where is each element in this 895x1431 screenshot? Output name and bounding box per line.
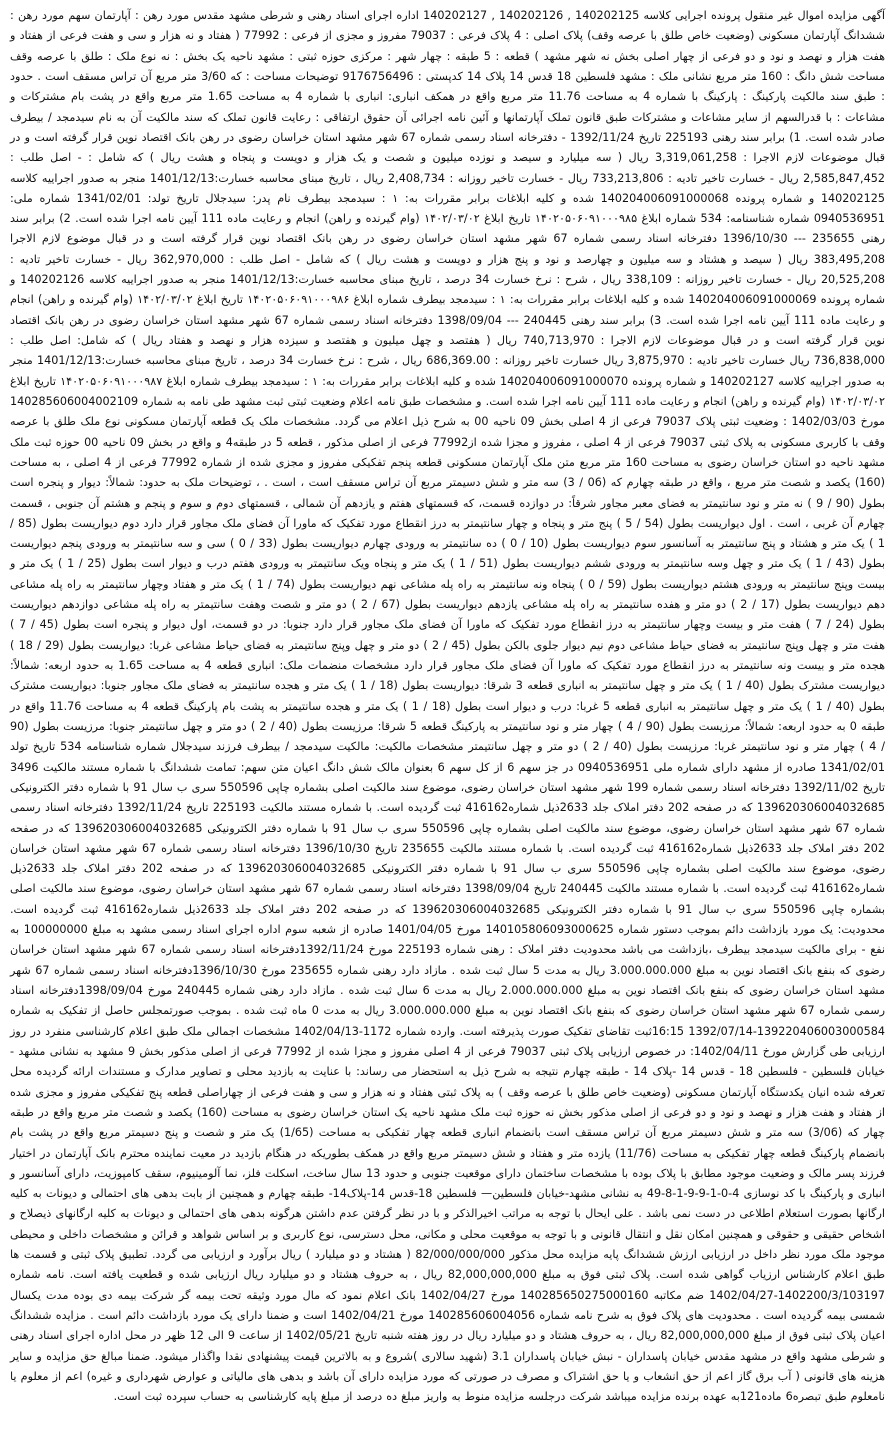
auction-notice-text: آگهی مزایده اموال غیر منقول پرونده اجرایی کلاسه 140202125 , 140202126 , 140202127 اداره اجرای اسناد رهنی و شرطی مشهد مقدس مورد رهن : آپارتمان سهم مورد رهن : ششدانگ آپارتمان مسکونی (وضعیت خاص طلق با عرصه وقف) پلاک اصلی : 4 پلاک فرعی : 79037 مفروز و مجزی از فرعی : 77992 ( هفتاد و نه هزار و سی و هفت فرعی از هفتاد و هفت هزار و نهصد و نود و دو فرعی از چهار اصلی بخش نه شهر مشهد ) قطعه : 5 طبقه : چهار شهر : مرکزی حوزه ثبتی : مشهد ناحیه یک بخش : نه نوع ملک : طلق با عرصه وقف مساحت شش دانگ : 160 متر مربع نشانی ملک : مشهد فلسطین 18 قدس 14 پلاک 14 کدپستی : 9176756496 توضیحات مساحت : که 3/60 متر مربع آن تراس مسقف است . حدود : طبق سند مالکیت پارکینگ : پارکینگ با شماره 4 به مساحت 11.76 متر مربع واقع در همکف انباری: انباری با شماره 4 به مساحت 1.65 متر مربع واقع در پشت بام مشترکات و مشاعات : با قدرالسهم از سایر مشاعات و مشترکات طبق قانون تملک آپارتمانها و آئین نامه اجرائی آن حقوق ارتفاقی : رعایت قانون تملک که سند مالکیت آن به نام سیدمجد / بیطرف صادر شده است. 1) برابر سند رهنی 225193 تاریخ 1392/11/24 - دفترخانه اسناد رسمی شماره 67 شهر مشهد استان خراسان رضوی در رهن بانک اقتصاد نوین قرار گرفته است و در قبال موضوعات لازم الاجرا : 3,319,061,258 ریال ( سه میلیارد و سیصد و نوزده میلیون و شصت و یک هزار و دویست و پنجاه و هشت ریال ) که شامل : - اصل طلب : 2,585,847,452 ریال - خسارت تاخیر تادیه : 733,213,806 ریال - خسارت تاخیر روزانه : 2,408,734 ریال ، تاریخ مبنای محاسبه خسارت:1401/12/13 منجر به صدور اجراییه کلاسه 140202125 و شماره پرونده 140204006091000068 شده و کلیه ابلاغات برابر مقررات به: ۱ : سیدمجد بیطرف نام پدر: سیدجلال تاریخ تولد: 1341/02/01 شماره ملی: 0940536951 شماره شناسنامه: 534 شماره ابلاغ ۱۴۰۲۰۵۰۶۰۹۱۰۰۰۹۸۵ تاریخ ابلاغ ۱۴۰۲/۰۳/۰۲ (وام گیرنده و راهن) انجام و رعایت ماده 111 آیین نامه اجرا شده است. 2) برابر سند رهنی 235655 --- 1396/10/30 دفترخانه اسناد رسمی شماره 67 شهر مشهد استان خراسان رضوی در رهن بانک اقتصاد نوین قرار گرفته است و در قبال موضوع لازم الاجرا 383,495,208 ریال ( سیصد و هشتاد و سه میلیون و چهارصد و نود و پنج هزار و دویست و هشت ریال ) که شامل - اصل طلب : 362,970,000 ریال - خسارت تاخیر تادیه : 20,525,208 ریال - خسارت تاخیر روزانه : 338,109 ریال ، شرح : نرخ خسارت 34 درصد ، تاریخ مبنای محاسبه خسارت:1401/12/13 منجر به صدور اجراییه کلاسه 140202126 و شماره پرونده 140204006091000069 شده و کلیه ابلاغات برابر مقررات به: ۱ : سیدمجد بیطرف شماره ابلاغ ۱۴۰۲۰۵۰۶۰۹۱۰۰۰۹۸۶ تاریخ ابلاغ ۱۴۰۲/۰۳/۰۲ (وام گیرنده و راهن) انجام و رعایت ماده 111 آیین نامه اجرا شده است. 3) برابر سند رهنی 240445 --- 1398/09/04 دفترخانه اسناد رسمی شماره 67 شهر مشهد استان خراسان رضوی در رهن بانک اقتصاد نوین قرار گرفته است و در قبال موضوعات لازم الاجرا : 740,713,970 ریال ( هفتصد و چهل میلیون و هفتصد و سیزده هزار و نهصد و هفتاد ریال ) که شامل: اصل طلب : 736,838,000 ریال خسارت تاخیر تادیه : 3,875,970 ریال خسارت تاخیر روزانه : 686,369.00 ریال ، شرح : نرخ خسارت 34 درصد ، تاریخ مبنای محاسبه خسارت:1401/12/13 منجر به صدور اجراییه کلاسه 140202127 و شماره پرونده 140204006091000070 شده و کلیه ابلاغات برابر مقررات به: ۱ : سیدمجد بیطرف شماره ابلاغ ۱۴۰۲۰۵۰۶۰۹۱۰۰۰۹۸۷ تاریخ ابلاغ ۱۴۰۲/۰۳/۰۲ (وام گیرنده و راهن) انجام و رعایت ماده 111 آیین نامه اجرا شده است. و مشخصات طبق نامه اعلام وضعیت ثبتی ثبت مشهد طی نامه به شماره 140285606004002109 مورخ 1402/03/03 : وضعیت ثبتی پلاک 79037 فرعی از 4 اصلی بخش 09 ناحیه 00 به شرح ذیل اعلام می گردد. مشخصات ملک یک قطعه آپارتمان مسکونی نوع ملک طلق با عرصه وقف با کاربری مسکونی به پلاک ثبتی 79037 فرعی از 4 اصلی ، مفروز و مجزا شده از77992 فرعی از اصلی مذکور ، قطعه 5 در طبقه4 و واقع در بخش 09 ناحیه 00 حوزه ثبت ملک مشهد ناحیه دو استان خراسان رضوی به مساحت 160 متر مربع متن ملک آپارتمان مسکونی قطعه پنجم تفکیکی مفروز و مجزی شده از شماره 77992 فرعی از 4 اصلی ، به مساحت (160) یکصد و شصت متر مربع ، واقع در طبقه چهارم که (06 / 3) سه متر و شش دسیمتر مربع آن تراس مسقف است ، است . ، توضیحات ملک به حدود: شمالاً: دیوار و پنجره است بطول (90 / 9 ) نه متر و نود سانتیمتر به فضای معبر مجاور شرقاً: در دوازده قسمت، که قسمتهای هفتم و یازدهم آن شمالی ، قسمتهای دوم و سوم و پنجم و هشتم آن جنوبی ، قسمت چهارم آن غربی ، است . اول دیواریست بطول (54 / 5 ) پنج متر و پنجاه و چهار سانتیمتر به درز انقطاع مورد تفکیک که ماورا آن فضای ملک مجاور قرار دارد دوم دیواریست بطول (85 / 1 ) یک متر و هشتاد و پنج سانتیمتر به آسانسور سوم دیواریست بطول (10 / 0 ) ده سانتیمتر به ورودی چهارم دیواریست بطول (33 / 0 ) سی و سه سانتیمتر به ورودی پنجم دیواریست بطول (43 / 1 ) یک متر و چهل وسه سانتیمتر به ورودی ششم دیواریست بطول (51 / 1 ) یک متر و پنجاه ویک سانتیمتر به ورودی هفتم درب و دیوار است بطول (25 / 1 ) یک متر و بیست وپنج سانتیمتر به ورودی هشتم دیواریست بطول (59 / 0 ) پنجاه ونه سانتیمتر به راه پله مشاعی نهم دیواریست بطول (74 / 1 ) یک متر و هفتاد وچهار سانتیمتر به راه پله مشاعی دهم دیواریست بطول (17 / 2 ) دو متر و هفده سانتیمتر به راه پله مشاعی یازدهم دیواریست بطول (67 / 2 ) دو متر و شصت وهفت سانتیمتر به راه پله مشاعی دوازدهم دیواریست بطول (24 / 7 ) هفت متر و بیست وچهار سانتیمتر به درز انقطاع مورد تفکیک که ماورا آن فضای ملک مجاور قرار دارد جنوبا: در دو قسمت، اول دیوار و پنجره است بطول (45 / 7 ) هفت متر و چهل وپنج سانتیمتر به فضای حیاط مشاعی دوم نیم دیوار جلوی بالکن بطول (45 / 2 ) دو متر و چهل وپنج سانتیمتر به فضای حیاط مشاعی غربا: دیواریست بطول (29 / 18 ) هجده متر و بیست ونه سانتیمتر به درز انقطاع مورد تفکیک که ماورا آن فضای ملک مجاور قرار دارد مشخصات منضمات ملک: انباری قطعه 4 به مساحت 1.65 به حدود اربعه: شمالاً: دیواریست مشترک بطول (40 / 1 ) یک متر و چهل سانتیمتر به انباری قطعه 3 شرقا: دیواریست بطول (18 / 1 ) یک متر و هجده سانتیمتر به فضای ملک مجاور جنوبا: دیواریست مشترک بطول (40 / 1 ) یک متر و چهل سانتیمتر به انباری قطعه 5 غربا: درب و دیوار است بطول (18 / 1 ) یک متر و هجده سانتیمتر به پشت بام پارکینگ قطعه 4 به مساحت 11.76 واقع در طبقه 0 به حدود اربعه: شمالاً: مرزیست بطول (90 / 4 ) چهار متر و نود سانتیمتر به پارکینگ قطعه 5 شرقا: مرزیست بطول (40 / 2 ) دو متر و چهل سانتیمتر جنوبا: مرزیست بطول (90 / 4 ) چهار متر و نود سانتیمتر غربا: مرزیست بطول (40 / 2 ) دو متر و چهل سانتیمتر مشخصات مالکیت: مالکیت سیدمجد / بیطرف فرزند سیدجلال شماره شناسنامه 534 تاریخ تولد 1341/02/01 صادره از مشهد دارای شماره ملی 0940536951 در جز سهم 6 از کل سهم 6 بعنوان مالک شش دانگ اعیان متن سهم: تمامت ششدانگ با شماره مستند مالکیت 3496 تاریخ 1392/11/02 دفترخانه اسناد رسمی شماره 199 شهر مشهد استان خراسان رضوی، موضوع سند مالکیت اصلی بشماره چاپی 550596 سری ب سال 91 با شماره دفتر الکترونیکی 139620306004032685 که در صفحه 202 دفتر املاک جلد 2633ذیل شماره416162 ثبت گردیده است. با شماره مستند مالکیت 225193 تاریخ 1392/11/24 دفترخانه اسناد رسمی شماره 67 شهر مشهد استان خراسان رضوی، موضوع سند مالکیت اصلی بشماره چاپی 550596 سری ب سال 91 با شماره دفتر الکترونیکی 139620306004032685 که در صفحه 202 دفتر املاک جلد 2633ذیل شماره416162 ثبت گردیده است. با شماره مستند مالکیت 235655 تاریخ 1396/10/30 دفترخانه اسناد رسمی شماره 67 شهر مشهد استان خراسان رضوی، موضوع سند مالکیت اصلی بشماره چاپی 550596 سری ب سال 91 با شماره دفتر الکترونیکی 139620306004032685 که در صفحه 202 دفتر املاک جلد 2633ذیل شماره416162 ثبت گردیده است. با شماره مستند مالکیت 240445 تاریخ 1398/09/04 دفترخانه اسناد رسمی شماره 67 شهر مشهد استان خراسان رضوی، موضوع سند مالکیت اصلی بشماره چاپی 550596 سری ب سال 91 با شماره دفتر الکترونیکی 139620306004032685 که در صفحه 202 دفتر املاک جلد 2633ذیل شماره416162 ثبت گردیده است. محدودیت: یک مورد بازداشت دائم بموجب دستور شماره 140105806093000625 مورخ 1401/04/05 صادره از شعبه سوم اداره اجرای اسناد رسمی مشهد به مبلغ 100000000 به نفع - برای مالکیت سیدمجد بیطرف ،بازداشت می باشد محدودیت دفتر املاک : رهنی شماره 225193 مورخ 1392/11/24دفترخانه اسناد رسمی شماره 67 شهر مشهد استان خراسان رضوی که بنفع بانک اقتصاد نوین به مبلغ 3.000.000.000 ریال به مدت 5 سال ثبت شده . مازاد دارد رهنی شماره 235655 مورخ 1396/10/30دفترخانه اسناد رسمی شماره 67 شهر مشهد استان خراسان رضوی که بنفع بانک اقتصاد نوین به مبلغ 2.000.000.000 ریال به مدت 6 سال ثبت شده . مازاد دارد رهنی شماره 240445 مورخ 1398/09/04دفترخانه اسناد رسمی شماره 67 شهر مشهد استان خراسان رضوی که بنفع بانک اقتصاد نوین به مبلغ 3.000.000.000 ریال به مدت 0 ماه ثبت شده . بموجب صورتمجلس حاصل از تفکیک به شماره 139220406003000584-1392/07/14 16:15ثبت تقاضای تفکیک صورت پذیرفته است. وارده شماره 1172-1402/04/13 مشخصات اجمالی ملک طبق اعلام کارشناسی منفرد در روز ارزیابی طی گزارش مورخ 1402/04/11: در خصوص ارزیابی پلاک ثبتی 79037 فرعی از 4 اصلی مفروز و مجزا شده از 77992 فرعی از اصلی مذکور بخش 9 مشهد به نشانی مشهد - خیابان فلسطین - فلسطین 18 - قدس 14 -پلاک 14 - طبقه چهارم نتیجه به شرح ذیل به استحضار می رساند: با عنایت به بازدید محلی و تصاویر مدارک و مستندات ارائه گردیده محل تعرفه شده انیان یکدستگاه آپارتمان مسکونی (وضعیت خاص طلق با عرصه وقف ) به پلاک ثبتی هفتاد و نه هزار و سی و هفت فرعی از چهاراصلی قطعه پنج تفکیکی مفروز و مجزی شده از هفتاد و هفت هزار و نهصد و نود و دو فرعی از اصلی مذکور بخش نه حوزه ثبت ملک مشهد ناحیه یک استان خراسان رضوی به مساحت (160) یکصد و شصت متر مربع واقع در طبقه چهار که (3/06) سه متر و شش دسیمتر مربع آن تراس مسقف است بانضمام انباری قطعه چهار تفکیکی به مساحت (1/65) یک متر و شصت و پنج دسیمتر مربع واقع در پشت بام بانضمام پارکینگ قطعه چهار تفکیکی به مساحت (11/76) یازده متر و هفتاد و شش دسیمتر مربع واقع در همکف بطوریکه در هنگام بازدید در معیت نماینده محترم بانک آپارتمان در اختیار فرزند پسر مالک و وضعیت موجود مطابق با پلاک بوده با مشخصات ساختمان دارای موقعیت جنوبی و حدود 13 سال ساخت، اسکلت فلز، نما آلومینیوم، سقف کامپوزیت، دارای آسانسور و انباری و پارکینگ با کد نوسازی 4-0-1-9-9-1-8-49 به نشانی مشهد-خیابان فلسطین— فلسطین 18-قدس 14-پلاک14- طبقه چهارم و همچنین از بابت بدهی های احتمالی و دیونات به کلیه ارگانها بصورت استعلام اطلاعی در دست نمی باشد . علی ایحال با توجه به مراتب اخیرالذکر و با در نظر گرفتن عدم داشتن هرگونه بدهی های احتمالی و دیونات به کلیه ارگانهای ذیصلاح و اشخاص حقیقی و حقوقی و همچنین امکان نقل و انتقال قانونی و با توجه به موقعیت محلی و مکانی، محل دسترسی، نوع کاربری و بر اساس شواهد و قرائن و مشخصات داخلی و محیطی موجود ملک مورد نظر داخل در ارزیابی ارزش ششدانگ پایه مزایده محل مذکور 82/000/000/000 ( هشتاد و دو میلیارد ) ریال برآورد و ارزیابی می گردد. تطبیق پلاک ثبتی و قسمت ها طبق اعلام کارشناس ارزیاب گواهی شده است. پلاک ثبتی فوق به مبلغ 82,000,000,000 ریال ، به حروف هشتاد و دو میلیارد ریال ارزیابی شده و قطعیت یافته است. نامه شماره 1402200/3/103197-1402/04/27 ضم مکاتبه 140285650275000160 مورخ 1402/04/27 بانک اعلام نمود که مال مورد وثیقه تحت بیمه گر شرکت بیمه دی بوده مدت یکسال شمسی بیمه گردیده است . محدودیت های پلاک فوق به شرح نامه شماره 140285606004056 مورخ 1402/04/21 است و ضمنا دارای یک مورد بازداشت دائم است . مزایده ششدانگ اعیان پلاک ثبتی فوق از مبلغ 82,000,000,000 ریال ، به حروف هشتاد و دو میلیارد ریال در روز هفته شنبه تاریخ 1402/05/21 از ساعت 9 الی 12 ظهر در محل اداره اجرای اسناد رهنی و شرطی مشهد واقع در مشهد مقدس خیابان پاسداران - نبش خیابان پاسداران 3.1 (شهید سالاری )شروع و به بالاترین قیمت پیشنهادی نقدا واگذار میشود. ضمنا مبالغ حق مزایده و سایر هزینه های قانونی ( آب برق گاز اعم از حق انشعاب و یا حق اشتراک و مصرف در صورتی که مورد مزایده دارای آن باشد و بدهی های مالیاتی و عوارض شهرداری و غیره) اعم از معلوم یا نامعلوم طبق تبصره6 ماده121به عهده برنده مزایده میباشد شرکت درجلسه مزایده منوط به واریز مبلغ ده درصد از مبلغ پایه کارشناسی به حساب سپرده ثبت است. [10,9,886,1404]
